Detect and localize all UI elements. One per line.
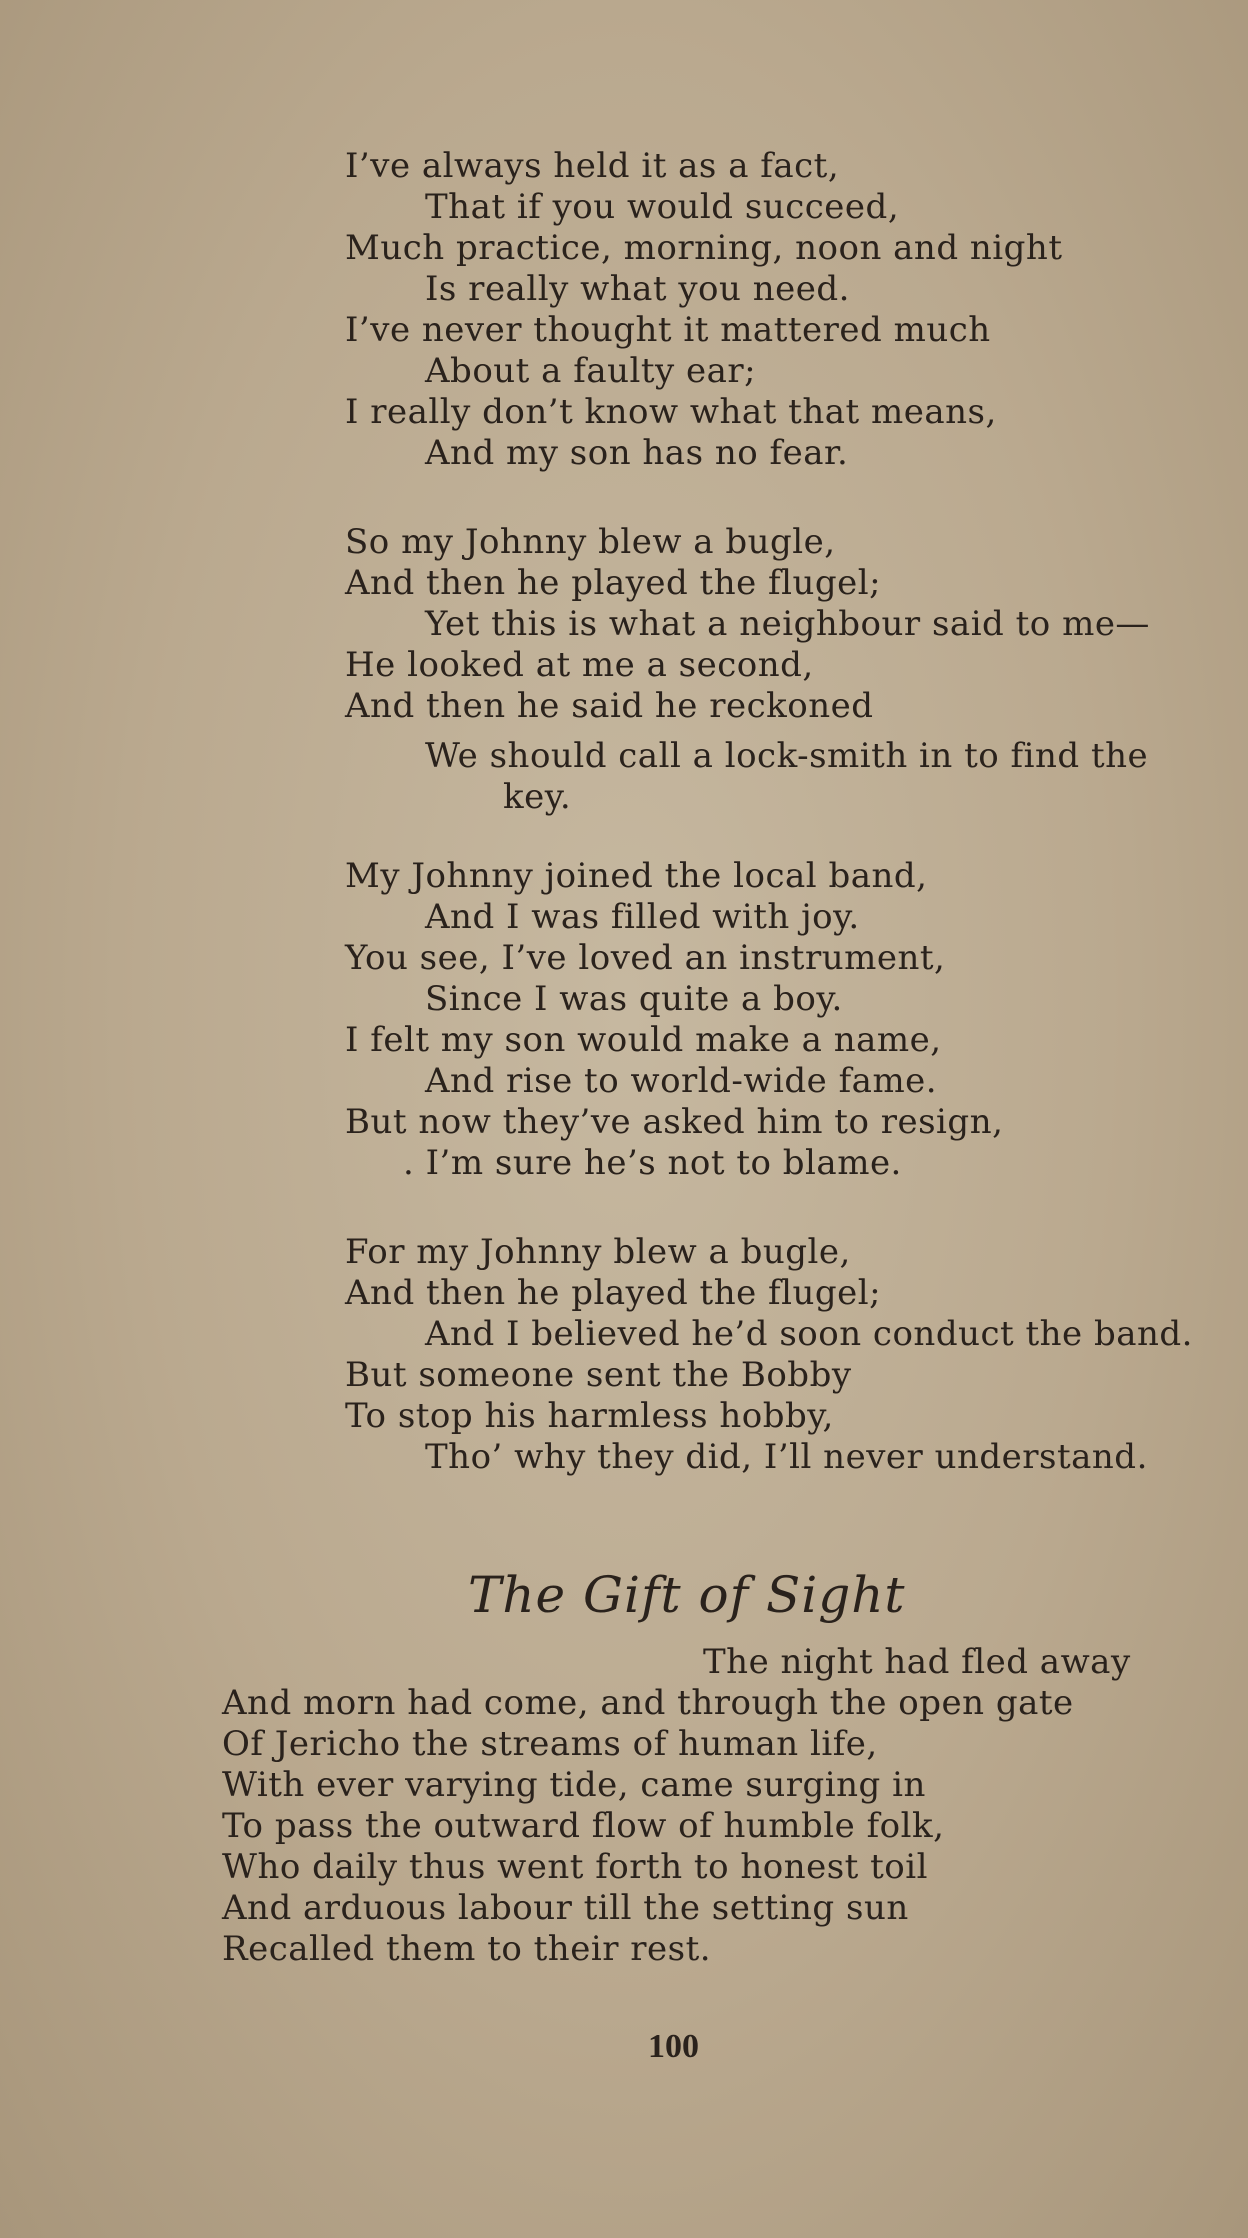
poem-line: But now they’ve asked him to resign, bbox=[345, 1102, 1004, 1142]
poem-line: So my Johnny blew a bugle, bbox=[345, 522, 836, 562]
poem-line: I’ve always held it as a fact, bbox=[345, 146, 840, 186]
poem-line: Much practice, morning, noon and night bbox=[345, 228, 1063, 268]
poem-line: And rise to world-wide fame. bbox=[425, 1061, 938, 1101]
poem-title: The Gift of Sight bbox=[468, 1566, 906, 1624]
poem-line: And morn had come, and through the open gate bbox=[222, 1683, 1074, 1723]
poem-line: And my son has no fear. bbox=[425, 433, 849, 473]
poem-line: You see, I’ve loved an instrument, bbox=[345, 938, 946, 978]
poem-line: And then he played the flugel; bbox=[345, 1273, 882, 1313]
poem-line: About a faulty ear; bbox=[425, 351, 757, 391]
poem-line: And then he played the flugel; bbox=[345, 563, 882, 603]
poem-line: And arduous labour till the setting sun bbox=[222, 1888, 909, 1928]
poem-line: I felt my son would make a name, bbox=[345, 1020, 942, 1060]
poem-line: I’ve never thought it mattered much bbox=[345, 310, 991, 350]
poem-line: And I believed he’d soon conduct the band. bbox=[425, 1314, 1193, 1354]
poem-line: Yet this is what a neighbour said to me— bbox=[425, 604, 1150, 644]
poem-line: With ever varying tide, came surging in bbox=[222, 1765, 926, 1805]
poem-line: Who daily thus went forth to honest toil bbox=[222, 1847, 929, 1887]
poem-line: But someone sent the Bobby bbox=[345, 1355, 852, 1395]
page-number: 100 bbox=[648, 2028, 699, 2065]
poem-line: And then he said he reckoned bbox=[345, 686, 874, 726]
poem-line: That if you would succeed, bbox=[425, 187, 900, 227]
poem-line: Since I was quite a boy. bbox=[425, 979, 843, 1019]
poem-line: I really don’t know what that means, bbox=[345, 392, 997, 432]
poem-line: My Johnny joined the local band, bbox=[345, 856, 928, 896]
poem-line: To stop his harmless hobby, bbox=[345, 1396, 834, 1436]
poem-line: The night had fled away bbox=[703, 1642, 1131, 1682]
poem-line: Recalled them to their rest. bbox=[222, 1929, 712, 1969]
poem-line: Of Jericho the streams of human life, bbox=[222, 1724, 878, 1764]
poem-line: We should call a lock-smith in to find the bbox=[425, 736, 1149, 776]
poem-line: For my Johnny blew a bugle, bbox=[345, 1232, 851, 1272]
poem-line: He looked at me a second, bbox=[345, 645, 814, 685]
poem-line: Tho’ why they did, I’ll never understand. bbox=[425, 1437, 1148, 1477]
poem-line: . I’m sure he’s not to blame. bbox=[403, 1143, 902, 1183]
poem-line: To pass the outward flow of humble folk, bbox=[222, 1806, 945, 1846]
poem-line: And I was filled with joy. bbox=[425, 897, 860, 937]
poem-line: Is really what you need. bbox=[425, 269, 850, 309]
poem-line: key. bbox=[503, 777, 572, 817]
